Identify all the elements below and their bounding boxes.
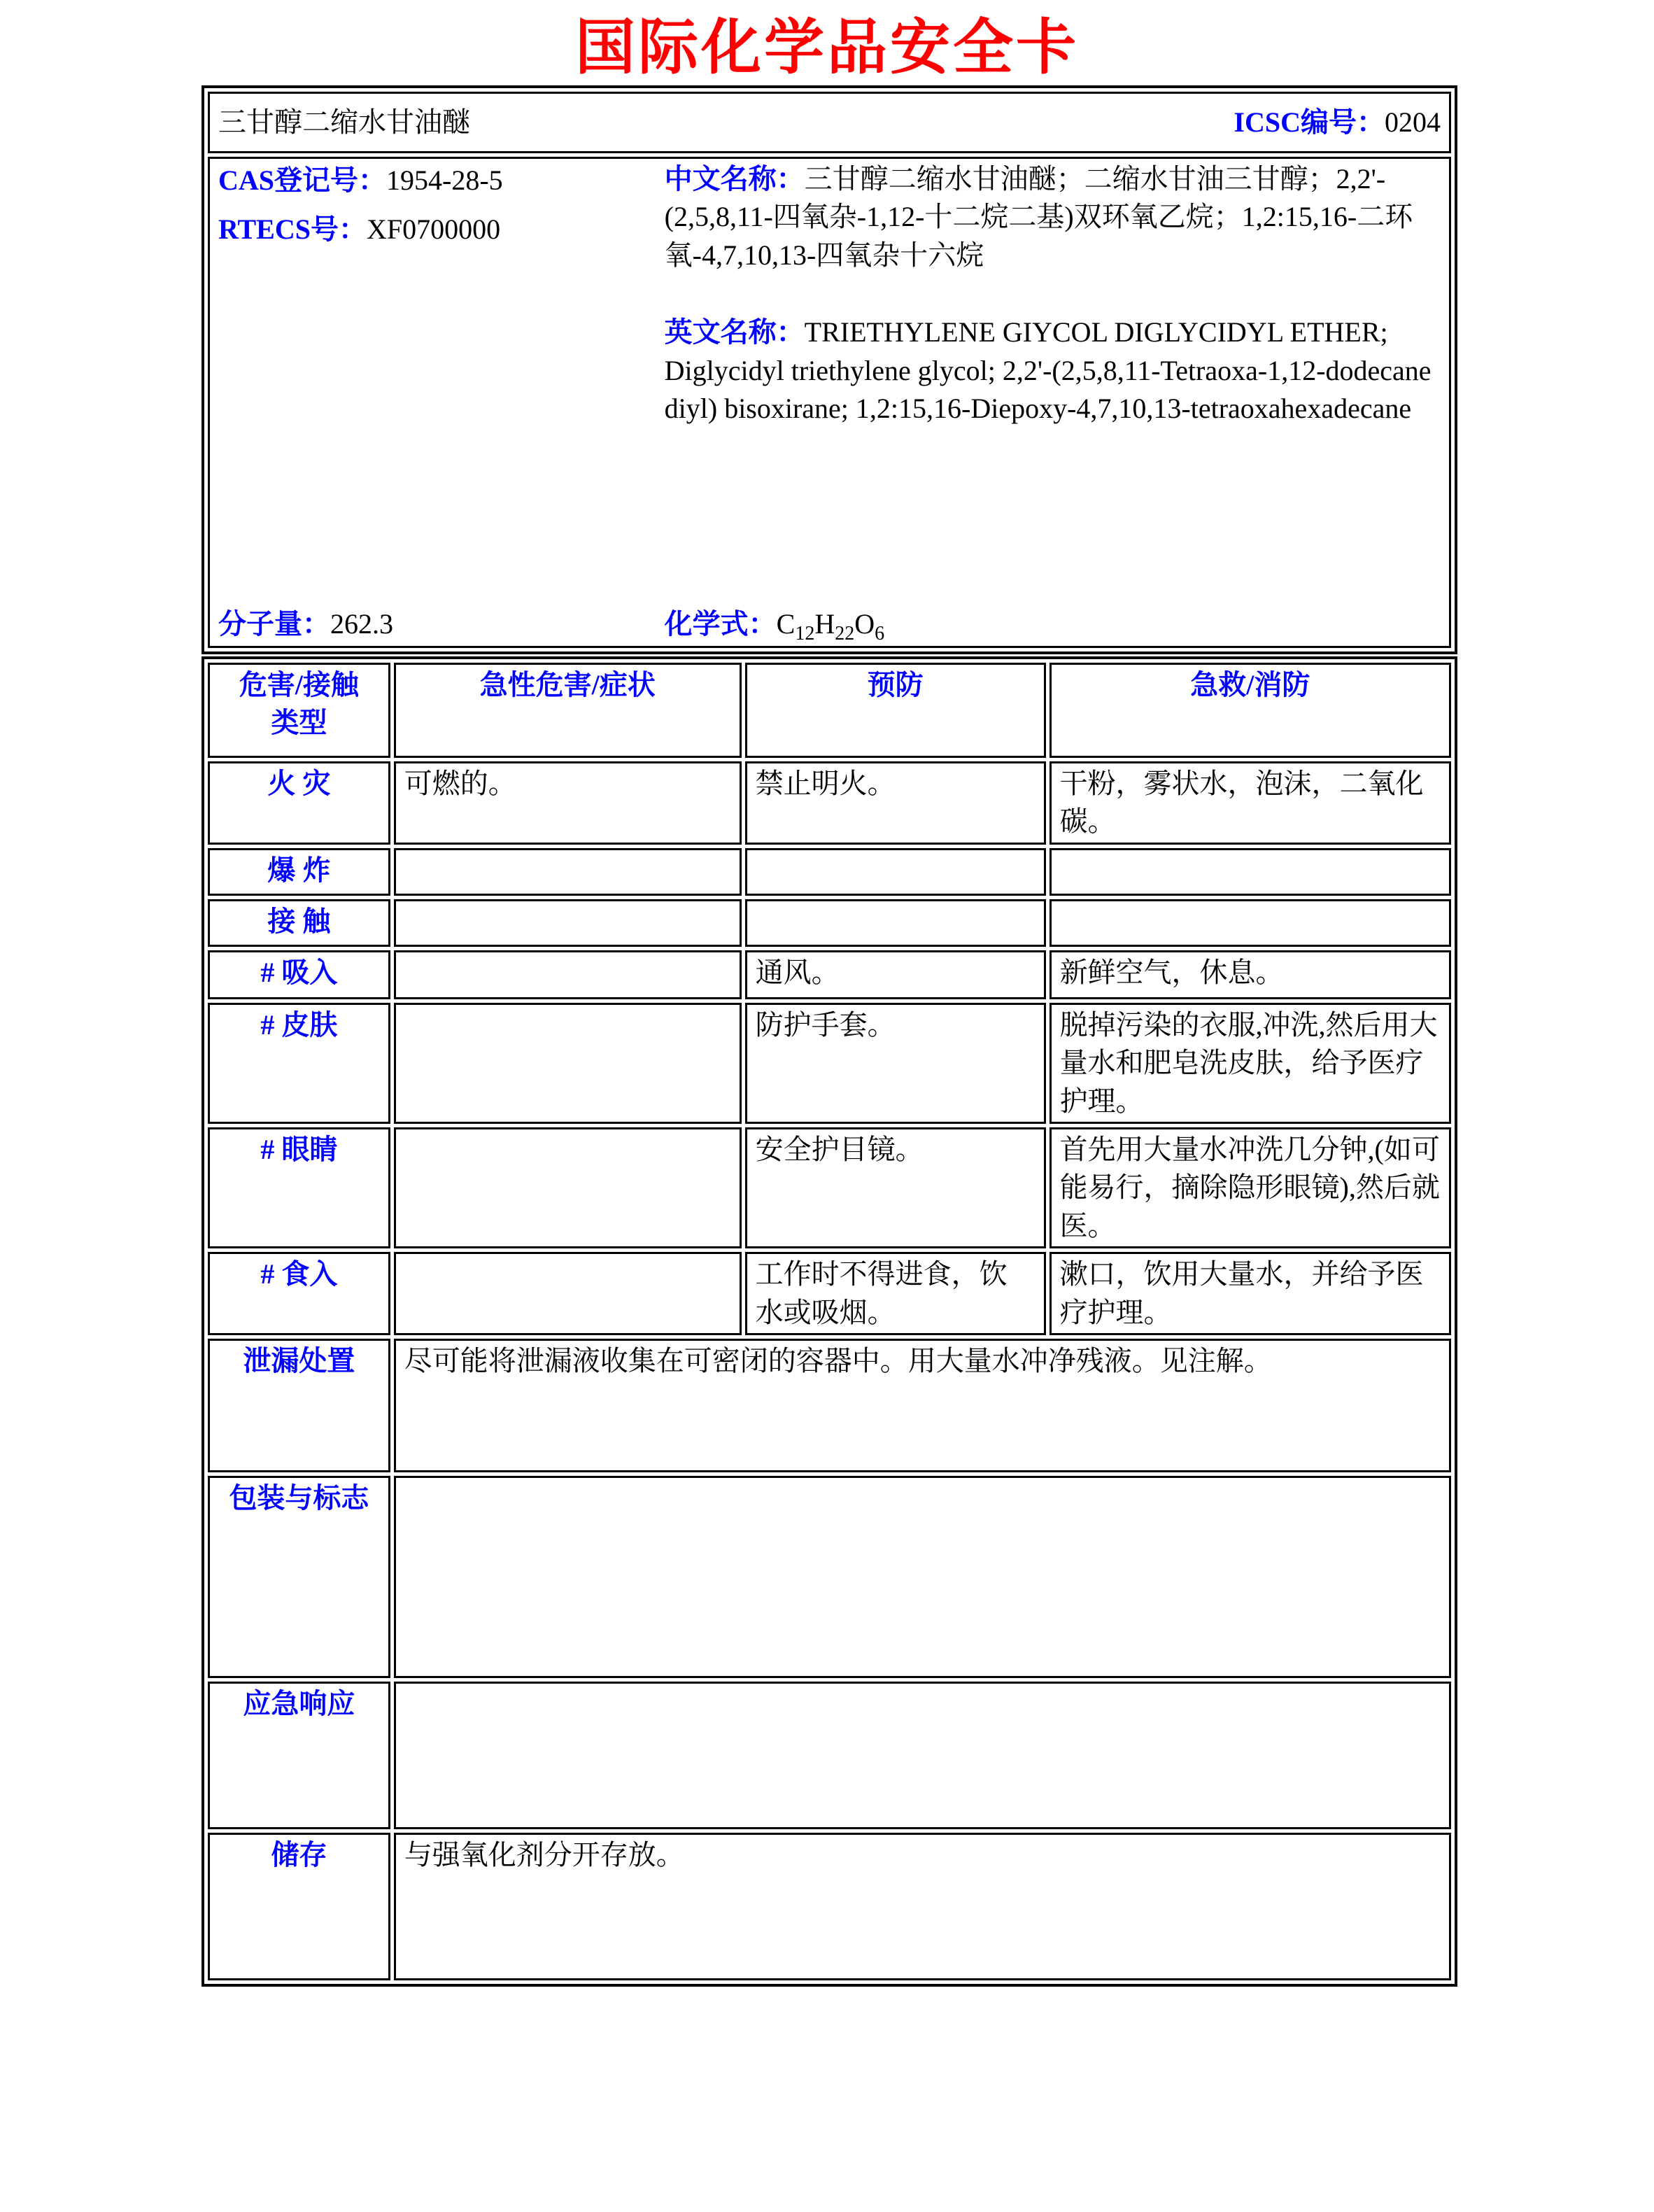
ingestion-symptoms: [394, 1252, 742, 1335]
chemical-name: 三甘醇二缩水甘油醚: [218, 106, 470, 138]
icsc-number-group: [1234, 104, 1441, 141]
contact-firstaid: [1049, 899, 1451, 947]
identifiers-left-column: [218, 160, 665, 644]
icsc-label: ICSC编号：: [1234, 106, 1385, 138]
fire-firstaid: 干粉，雾状水，泡沫，二氧化碳。: [1049, 761, 1451, 845]
identifiers-row: [208, 157, 1451, 648]
eyes-firstaid: 首先用大量水冲洗几分钟,(如可能易行，摘除隐形眼镜),然后就医。: [1049, 1127, 1451, 1248]
hazard-row-packaging: [208, 1476, 1451, 1678]
explosion-symptoms: [394, 848, 742, 896]
molecular-weight: [218, 605, 665, 643]
chemical-formula-label: 化学式：: [664, 607, 777, 640]
hazard-row-eyes: [208, 1127, 1451, 1248]
english-name-paragraph: [665, 314, 1441, 428]
contact-symptoms: [394, 899, 742, 947]
packaging-content: [394, 1476, 1451, 1678]
cas-label: CAS登记号：: [218, 164, 387, 196]
explosion-firstaid: [1049, 848, 1451, 896]
formula-o: O: [854, 607, 875, 640]
cas-value: 1954-28-5: [386, 164, 503, 196]
hazard-table: [202, 656, 1457, 1987]
emergency-label: 应急响应: [208, 1682, 390, 1829]
fire-label: 火 灾: [208, 761, 390, 845]
info-table: [202, 85, 1457, 654]
skin-prevention: 防护手套。: [745, 1003, 1046, 1124]
chinese-name-label: 中文名称：: [664, 163, 805, 195]
names-right-column: [665, 160, 1441, 644]
english-name-label: 英文名称：: [664, 316, 805, 348]
ingestion-firstaid: 漱口，饮用大量水，并给予医疗护理。: [1049, 1252, 1451, 1335]
hazard-row-explosion: [208, 848, 1451, 896]
inhalation-firstaid: 新鲜空气，休息。: [1049, 950, 1451, 999]
ingestion-prevention: 工作时不得进食，饮水或吸烟。: [745, 1252, 1046, 1335]
inhalation-prevention: 通风。: [745, 950, 1046, 999]
hazard-row-contact: [208, 899, 1451, 947]
eyes-label: # 眼睛: [208, 1127, 390, 1248]
chinese-name-paragraph: [665, 160, 1441, 274]
rtecs-value: XF0700000: [366, 213, 501, 246]
inhalation-label: # 吸入: [208, 950, 390, 999]
hazard-row-storage: [208, 1833, 1451, 1980]
emergency-content: [394, 1682, 1451, 1829]
hazard-header-prevention: 预防: [745, 663, 1046, 758]
chemical-formula: [665, 605, 1441, 643]
storage-content: 与强氧化剂分开存放。: [394, 1833, 1451, 1980]
rtecs-number: [218, 211, 665, 248]
fire-symptoms: 可燃的。: [394, 761, 742, 845]
fire-prevention: 禁止明火。: [745, 761, 1046, 845]
hazard-header-type: 危害/接触 类型: [208, 663, 390, 758]
icsc-number: 0204: [1385, 106, 1441, 138]
english-name-text: TRIETHYLENE GIYCOL DIGLYCIDYL ETHER; Diglycidyl triethylene glycol; 2,2'-(2,5,8,11-Tetraoxa-1,12-dodecane diyl) bisoxirane; 1,2:15,16-Diepoxy-4,7,10,13-tetraoxahexadecane: [664, 316, 1432, 424]
name-header-row: [208, 92, 1451, 153]
contact-label: 接 触: [208, 899, 390, 947]
eyes-symptoms: [394, 1127, 742, 1248]
spill-content: 尽可能将泄漏液收集在可密闭的容器中。用大量水冲净残液。见注解。: [394, 1339, 1451, 1472]
explosion-prevention: [745, 848, 1046, 896]
hazard-header-row: [208, 663, 1451, 758]
contact-prevention: [745, 899, 1046, 947]
hazard-row-skin: [208, 1003, 1451, 1124]
explosion-label: 爆 炸: [208, 848, 390, 896]
cas-number: [218, 162, 665, 199]
hazard-row-emergency: [208, 1682, 1451, 1829]
ingestion-label: # 食入: [208, 1252, 390, 1335]
skin-symptoms: [394, 1003, 742, 1124]
hazard-row-ingestion: [208, 1252, 1451, 1335]
page-title: 国际化学品安全卡: [575, 14, 1079, 81]
formula-c: C: [776, 607, 796, 640]
formula-c-sub: 12: [795, 622, 815, 644]
formula-h-sub: 22: [835, 622, 855, 644]
hazard-header-symptoms: 急性危害/症状: [394, 663, 742, 758]
chinese-name-text: 三甘醇二缩水甘油醚；二缩水甘油三甘醇；2,2'-(2,5,8,11-四氧杂-1,12-十二烷二基)双环氧乙烷；1,2:15,16-二环氧-4,7,10,13-四氧杂十六烷: [664, 163, 1413, 271]
hazard-row-spill: [208, 1339, 1451, 1472]
eyes-prevention: 安全护目镜。: [745, 1127, 1046, 1248]
hazard-row-fire: [208, 761, 1451, 845]
card: [202, 85, 1457, 1987]
formula-o-sub: 6: [875, 622, 885, 644]
molecular-weight-label: 分子量：: [218, 607, 330, 640]
skin-label: # 皮肤: [208, 1003, 390, 1124]
formula-h: H: [814, 607, 835, 640]
storage-label: 储存: [208, 1833, 390, 1980]
inhalation-symptoms: [394, 950, 742, 999]
packaging-label: 包装与标志: [208, 1476, 390, 1678]
hazard-row-inhalation: [208, 950, 1451, 999]
rtecs-label: RTECS号：: [218, 213, 367, 246]
skin-firstaid: 脱掉污染的衣服,冲洗,然后用大量水和肥皂洗皮肤，给予医疗护理。: [1049, 1003, 1451, 1124]
spill-label: 泄漏处置: [208, 1339, 390, 1472]
hazard-header-firstaid: 急救/消防: [1049, 663, 1451, 758]
molecular-weight-value: 262.3: [330, 607, 393, 640]
